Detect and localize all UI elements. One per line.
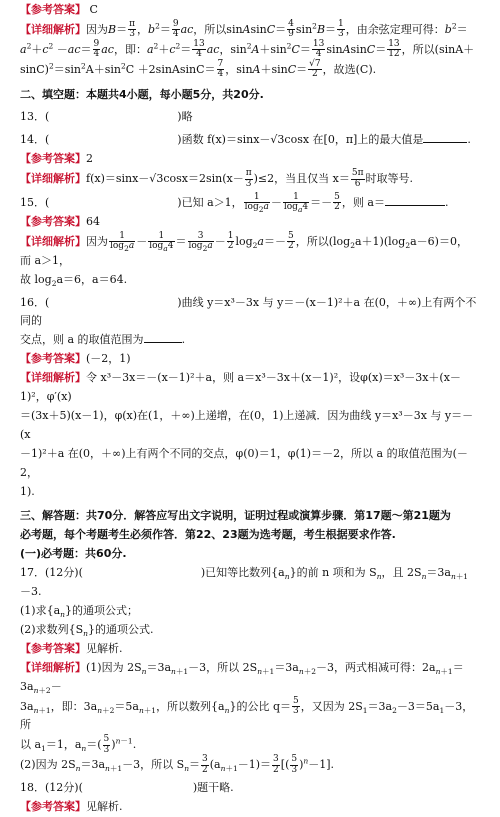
answer-blank xyxy=(144,332,182,343)
question-16: 16．( )曲线 y＝x³－3x 与 y＝－(x－1)²＋a 在(0，＋∞)上有两个不同的 交点，则 a 的取值范围为 . xyxy=(20,295,477,347)
question-13: 13．( )略 xyxy=(20,110,193,124)
explanation-14: 【详细解析】f(x)＝sinx－√3cosx＝2sin(x－ $\frac{\pi}{3}$ )≤2，当且仅当 x＝ $\frac{5\pi}{6}$ 时取等号. xyxy=(20,168,413,189)
answer-value: C xyxy=(89,3,98,16)
answer-16: 【参考答案】(－2，1) xyxy=(20,352,131,366)
explanation-16: 【详细解析】令 x³－3x＝－(x－1)²＋a，则 a＝x³－3x＋(x－1)²，设φ(x)＝x³－3x＋(x－1)²，φ′(x) ＝(3x＋5)(x－1)，φ(x)在(1，＋∞)上递增，在(0，1)上递减．因为曲线 y＝x³－3x 与 y＝－(x －1)²＋a 在(0，＋∞)上有两个不同的交点，φ(0)＝1，φ(1)＝－2，所以 a 的取值范围为(－2， 1). xyxy=(20,371,474,498)
question-15: 15．( )已知 a＞1， $\frac{1}{\log_2a}$ － $\frac{1}{\log_a4}$ ＝－ $\frac{5}{2}$ ，则 a＝ . xyxy=(20,192,449,215)
answer-18: 【参考答案】见解析. xyxy=(20,799,123,813)
answer-17: 【参考答案】见解析. xyxy=(20,641,123,655)
question-14: 14．( )函数 f(x)＝sinx－√3cosx 在[0，π]上的最大值是 . xyxy=(20,133,471,147)
explanation-15: 【详细解析】因为 $\frac{1}{\log_2a}$ － $\frac{1}{\log_a4}$ ＝ $\frac{3}{\log_2a}$ － $\frac{1}{2}$ $\log_2a=-$ $\frac{5}{2}$ ，所以$(\log_2a+1)(\log_2a-6)=0$，而 a＞1， 故 $\log_2a=6$，a＝64. xyxy=(20,230,468,288)
answer-tag: 【参考答案】 xyxy=(20,3,86,16)
explanation-tag: 【详细解析】 xyxy=(20,22,86,36)
answer-14: 【参考答案】2 xyxy=(20,152,93,166)
explanation-prev: 【详细解析】因为B＝ $\frac{\pi}{3}$ ，$b^2=$ $\frac{9}{4}$ ac，所以sinAsinC＝ $\frac{4}{9}$ $\sin^2B=$ $\frac{1}{3}$ ，由余弦定理可得：$b^2=a^2+c^2 -ac=$ $\frac{9}{4}$ ac，即：$a^2+c^2=$ $\frac{13}{4}$ ac，$\sin^2A+\sin^2C=$ $\frac{13}{4}$ sinAsinC＝ $\frac{13}{12}$ ，所以$(\sin A+\sin C)^2=\sin^2A+\sin^2C$ ＋2sinAsinC＝ $\frac{7}{4}$ ，sinA＋sinC＝ $\frac{√7}{2}$ ，故选(C). xyxy=(20,18,475,80)
required-questions-heading: (一)必考题：共60分. xyxy=(20,547,127,561)
section-heading-solve: 三、解答题：共70分．解答应写出文字说明，证明过程或演算步骤．第17题～第21题为 必考题，每个考题考生必须作答．第22、23题为选考题，考生根据要求作答. xyxy=(20,509,451,542)
question-18: 18．(12分)( )题干略. xyxy=(20,781,234,795)
answer-blank xyxy=(385,195,445,206)
explanation-17: 【详细解析】(1)因为 $2S_n=3a_{n+1}-3$，所以 $2S_{n+1}=3a_{n+2}-3$，两式相减可得：$2a_{n+1}=3a_{n+2}-$ $3a_{n+1}$，即：$3a_{n+2}=5a_{n+1}$，所以数列$\{a_n\}$的公比 q＝ $\frac{5}{3}$ ，又因为 $2S_1=3a_2-3=5a_1-3$，所 以 $a_1=1$，$a_n=$( $\frac{5}{3}$ )$^{n-1}$. (2)因为 $2S_n=3a_{n+1}-3$，所以 $S_n=$ $\frac{3}{2}$ $(a_{n+1}-1)=$ $\frac{3}{2}$ [( $\frac{5}{3}$ )$^n$－1]. xyxy=(20,660,474,775)
section-heading-fill: 二、填空题：本题共4小题，每小题5分，共20分. xyxy=(20,87,264,101)
answer-15: 【参考答案】64 xyxy=(20,214,100,228)
answer-blank xyxy=(423,132,467,143)
question-17: 17．(12分)( )已知等比数列$\{a_n\}$的前 n 项和为 $S_n$，且 $2S_n=3a_{n+1}-3$. (1)求$\{a_n\}$的通项公式； (2)求数列$\{S_n\}$的通项公式. xyxy=(20,566,469,639)
answer-line-prev xyxy=(20,1,478,20)
